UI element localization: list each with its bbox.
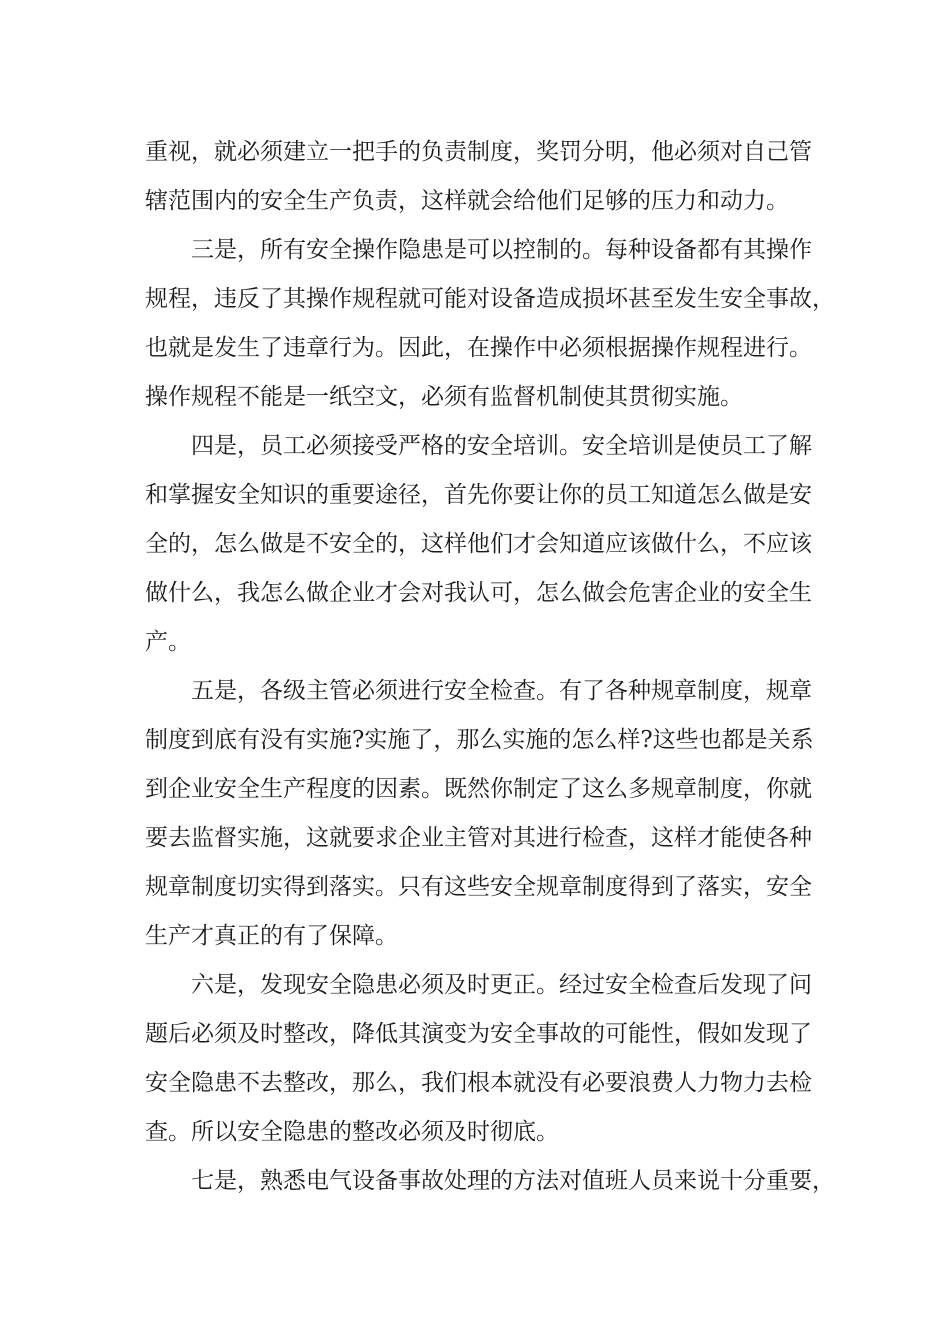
paragraph-7-start: 七是，熟悉电气设备事故处理的方法对值班人员来说十分重要，	[191, 1168, 835, 1194]
text-line: 规章制度切实得到落实。只有这些安全规章制度得到了落实，安全	[145, 874, 812, 900]
text-line: 操作规程不能是一纸空文，必须有监督机制使其贯彻实施。	[145, 384, 743, 410]
paragraph-3-start: 三是，所有安全操作隐患是可以控制的。每种设备都有其操作	[191, 237, 812, 263]
text-line: 要去监督实施，这就要求企业主管对其进行检查，这样才能使各种	[145, 825, 812, 851]
text-line: 产。	[145, 629, 191, 655]
paragraph-4-start: 四是，员工必须接受严格的安全培训。安全培训是使员工了解	[191, 433, 812, 459]
text-line: 制度到底有没有实施?实施了，那么实施的怎么样?这些也都是关系	[145, 727, 814, 753]
text-line: 辖范围内的安全生产负责，这样就会给他们足够的压力和动力。	[145, 188, 789, 214]
paragraph-5-start: 五是，各级主管必须进行安全检查。有了各种规章制度，规章	[191, 678, 812, 704]
text-line: 题后必须及时整改，降低其演变为安全事故的可能性，假如发现了	[145, 1021, 812, 1047]
text-line: 到企业安全生产程度的因素。既然你制定了这么多规章制度，你就	[145, 776, 812, 802]
text-line: 重视，就必须建立一把手的负责制度，奖罚分明，他必须对自己管	[145, 139, 812, 165]
text-line: 查。所以安全隐患的整改必须及时彻底。	[145, 1119, 559, 1145]
text-line: 和掌握安全知识的重要途径，首先你要让你的员工知道怎么做是安	[145, 482, 812, 508]
paragraph-6-start: 六是，发现安全隐患必须及时更正。经过安全检查后发现了问	[191, 972, 812, 998]
text-line: 也就是发生了违章行为。因此，在操作中必须根据操作规程进行。	[145, 335, 812, 361]
text-line: 做什么，我怎么做企业才会对我认可，怎么做会危害企业的安全生	[145, 580, 812, 606]
text-line: 规程，违反了其操作规程就可能对设备造成损坏甚至发生安全事故，	[145, 286, 835, 312]
text-line: 全的，怎么做是不安全的，这样他们才会知道应该做什么，不应该	[145, 531, 812, 557]
text-line: 安全隐患不去整改，那么，我们根本就没有必要浪费人力物力去检	[145, 1070, 812, 1096]
text-line: 生产才真正的有了保障。	[145, 923, 398, 949]
